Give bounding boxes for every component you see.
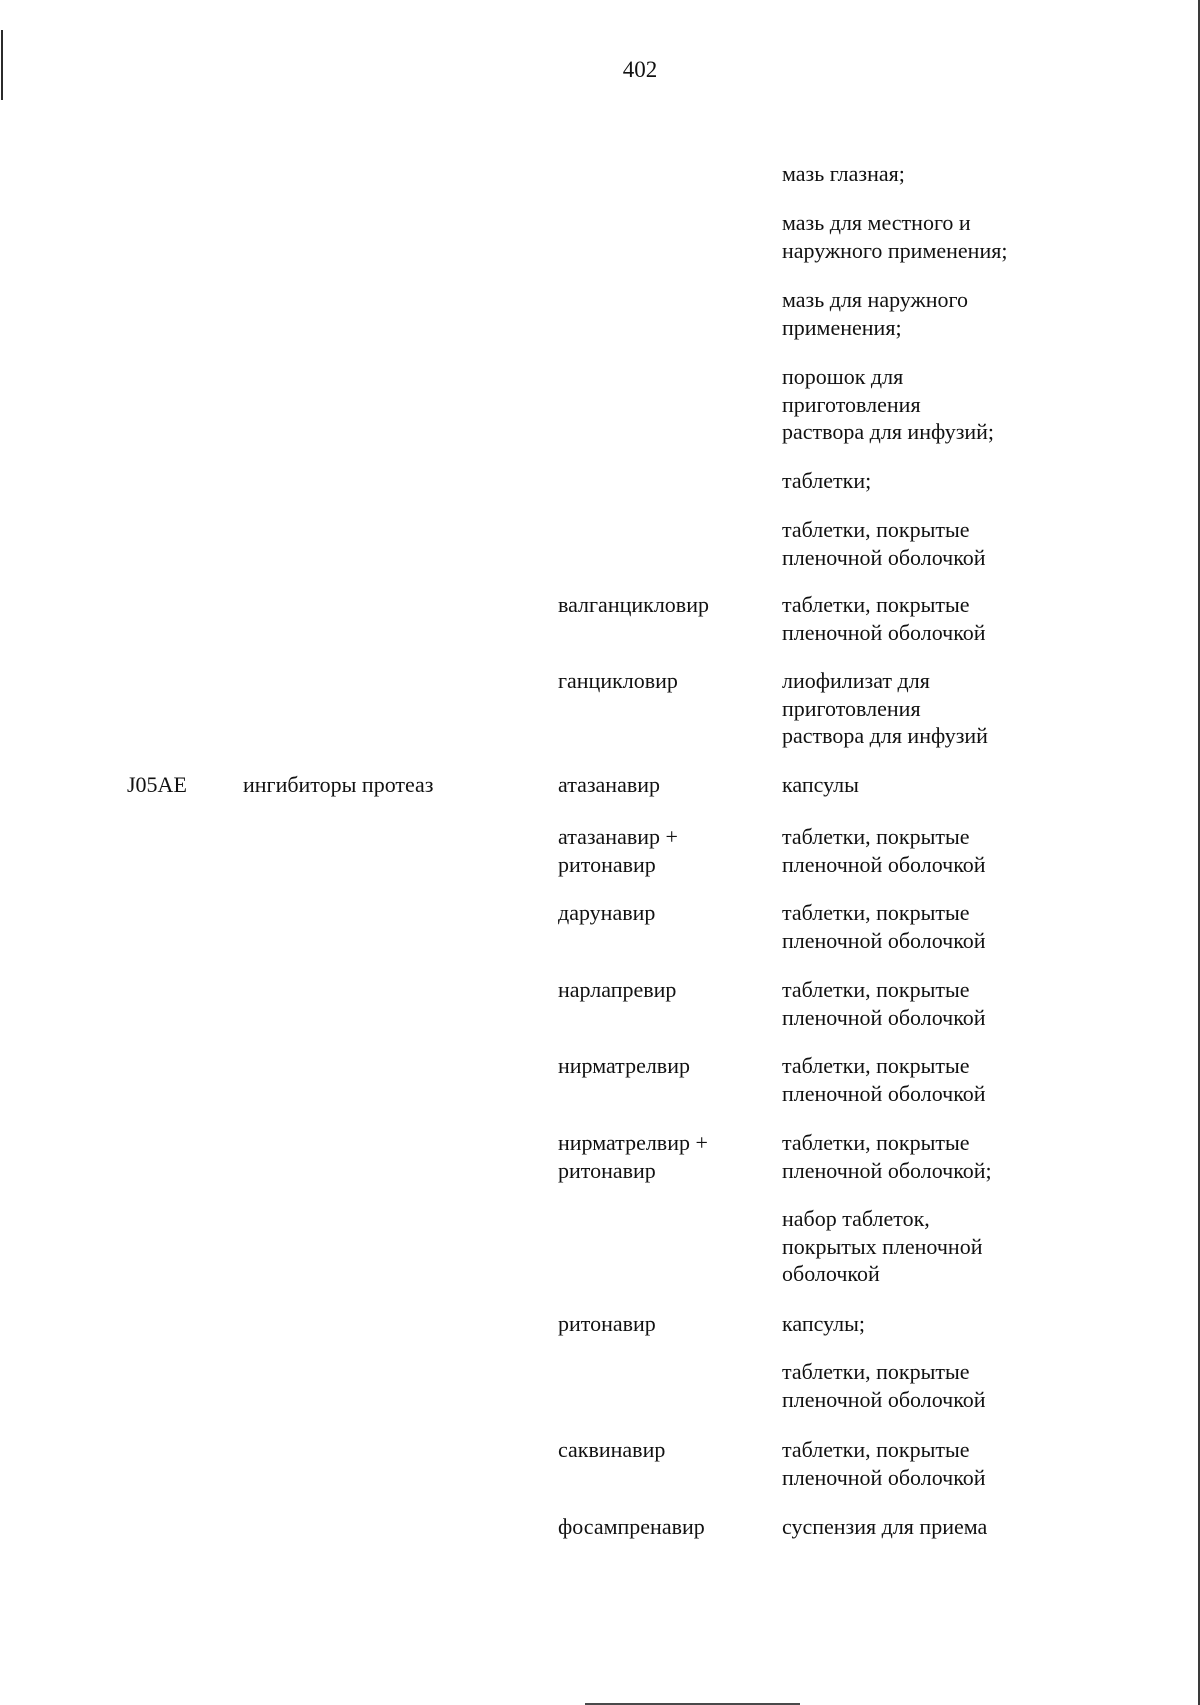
dosage-form bbox=[782, 591, 1082, 646]
dosage-form-line: приготовления bbox=[782, 391, 921, 417]
dosage-form-line: пленочной оболочкой bbox=[782, 1004, 986, 1030]
dosage-form-line: мазь для наружного bbox=[782, 287, 968, 312]
dosage-form-line: таблетки, покрытые bbox=[782, 977, 970, 1002]
drug-name: дарунавир bbox=[558, 900, 656, 925]
dosage-form bbox=[782, 1052, 1082, 1107]
dosage-form-line: таблетки, покрытые bbox=[782, 1130, 970, 1155]
dosage-form bbox=[782, 1436, 1082, 1491]
dosage-form-line: покрытых пленочной bbox=[782, 1233, 983, 1259]
dosage-form bbox=[782, 771, 1082, 799]
dosage-form-line: таблетки; bbox=[782, 468, 872, 493]
page-number: 402 bbox=[622, 57, 658, 82]
dosage-form-line: применения; bbox=[782, 314, 902, 340]
dosage-form bbox=[782, 467, 1082, 495]
drug-name: нарлапревир bbox=[558, 977, 677, 1002]
dosage-form-line: пленочной оболочкой bbox=[782, 851, 986, 877]
drug-name-line: ритонавир bbox=[558, 1157, 656, 1183]
dosage-form-line: таблетки, покрытые bbox=[782, 592, 970, 617]
drug-name: ритонавир bbox=[558, 1311, 656, 1336]
dosage-form-line: пленочной оболочкой bbox=[782, 619, 986, 645]
drug-name-line: атазанавир + bbox=[558, 824, 678, 849]
dosage-form-line: лиофилизат для bbox=[782, 668, 930, 693]
drug-name: ганцикловир bbox=[558, 668, 678, 693]
dosage-form bbox=[782, 1358, 1082, 1413]
dosage-form bbox=[782, 667, 1082, 750]
dosage-form-line: порошок для bbox=[782, 364, 904, 389]
dosage-form-line: раствора для инфузий bbox=[782, 723, 988, 748]
drug-name-line: нирматрелвир + bbox=[558, 1130, 708, 1155]
dosage-form bbox=[782, 209, 1082, 264]
dosage-form-line: капсулы bbox=[782, 772, 859, 797]
dosage-form-line: мазь для местного и bbox=[782, 210, 971, 235]
dosage-form bbox=[782, 823, 1082, 878]
dosage-form-line: таблетки, покрытые bbox=[782, 1053, 970, 1078]
dosage-form bbox=[782, 976, 1082, 1031]
group-name: ингибиторы протеаз bbox=[243, 772, 434, 797]
dosage-form-line: пленочной оболочкой bbox=[782, 544, 986, 570]
dosage-form bbox=[782, 1205, 1082, 1288]
dosage-form-line: пленочной оболочкой bbox=[782, 1386, 986, 1412]
dosage-form-line: таблетки, покрытые bbox=[782, 824, 970, 849]
dosage-form-line: раствора для инфузий; bbox=[782, 419, 995, 444]
drug-name: саквинавир bbox=[558, 1437, 666, 1462]
dosage-form-line: таблетки, покрытые bbox=[782, 517, 970, 542]
dosage-form-line: приготовления bbox=[782, 695, 921, 721]
dosage-form bbox=[782, 1129, 1082, 1184]
dosage-form-line: пленочной оболочкой bbox=[782, 1464, 986, 1490]
dosage-form bbox=[782, 363, 1082, 446]
dosage-form-line: оболочкой bbox=[782, 1261, 880, 1286]
atc-code: J05AE bbox=[127, 772, 187, 797]
dosage-form-line: набор таблеток, bbox=[782, 1206, 930, 1231]
dosage-form-line: мазь глазная; bbox=[782, 161, 905, 186]
drug-name: атазанавир bbox=[558, 772, 660, 797]
dosage-form-line: пленочной оболочкой bbox=[782, 1080, 986, 1106]
dosage-form-line: таблетки, покрытые bbox=[782, 900, 970, 925]
dosage-form-line: наружного применения; bbox=[782, 237, 1008, 263]
dosage-form-line: таблетки, покрытые bbox=[782, 1359, 970, 1384]
dosage-form bbox=[782, 1513, 1082, 1541]
dosage-form bbox=[782, 899, 1082, 954]
drug-name: нирматрелвир bbox=[558, 1053, 690, 1078]
dosage-form-line: капсулы; bbox=[782, 1311, 865, 1336]
drug-name-line: ритонавир bbox=[558, 851, 656, 877]
drug-name bbox=[558, 823, 773, 878]
dosage-form-line: пленочной оболочкой; bbox=[782, 1157, 992, 1183]
drug-name: валганцикловир bbox=[558, 592, 709, 617]
drug-name bbox=[558, 1129, 773, 1184]
dosage-form-line: суспензия для приема bbox=[782, 1514, 988, 1539]
dosage-form bbox=[782, 160, 1082, 188]
dosage-form-line: таблетки, покрытые bbox=[782, 1437, 970, 1462]
drug-name: фосампренавир bbox=[558, 1514, 705, 1539]
dosage-form-line: пленочной оболочкой bbox=[782, 927, 986, 953]
dosage-form bbox=[782, 516, 1082, 571]
dosage-form bbox=[782, 1310, 1082, 1338]
dosage-form bbox=[782, 286, 1082, 341]
